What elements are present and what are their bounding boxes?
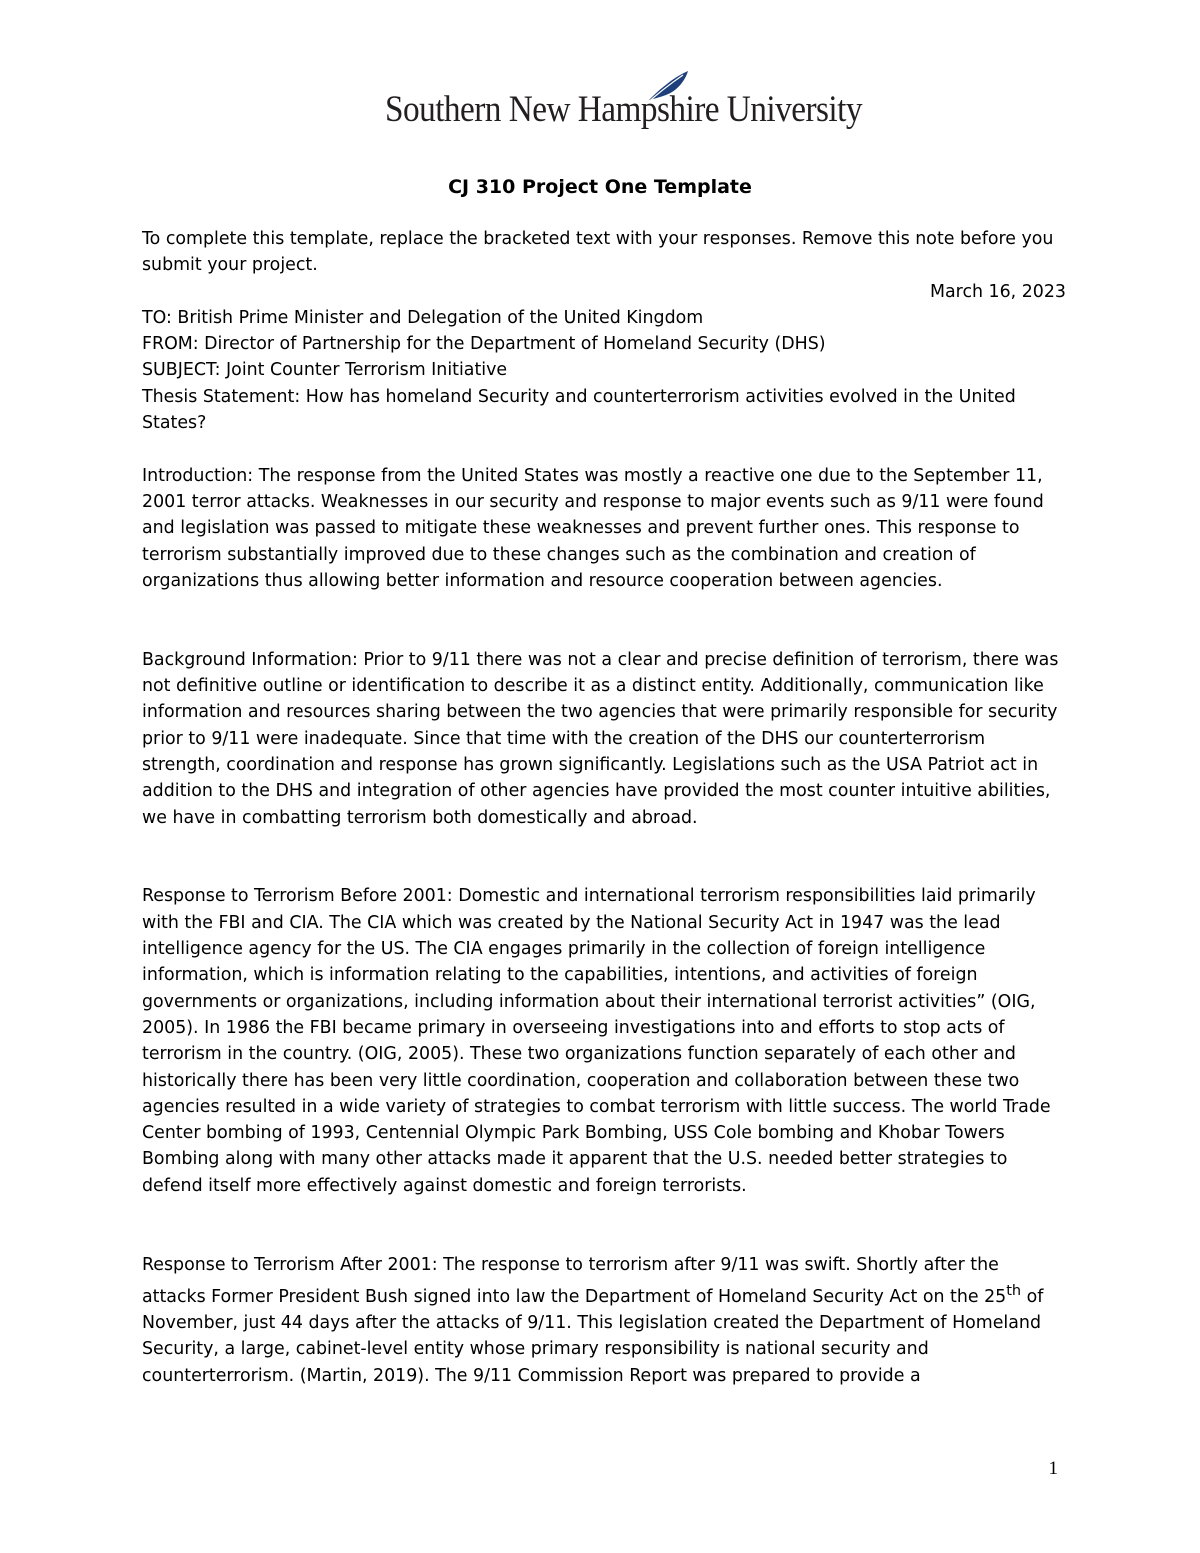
memo-subject: SUBJECT: Joint Counter Terrorism Initiative	[142, 360, 508, 381]
thesis-statement: Thesis Statement: How has homeland Security and counterterrorism activities evolved in the United States?	[142, 386, 1016, 434]
introduction-paragraph: Introduction: The response from the United States was mostly a reactive one due to the September 11, 2001 terror attacks. Weaknesses in our security and response to major events such as 9/11 were found and legislation was passed to mitigate these weaknesses and prevent further ones. This response to terrorism substantially improved due to these changes such as the combination and creation of organizations thus allowing better information and resource cooperation between agencies.	[142, 465, 1044, 591]
document-title: CJ 310 Project One Template	[448, 176, 752, 198]
template-note: To complete this template, replace the bracketed text with your responses. Remove this note before you submit your project.	[142, 229, 1054, 276]
before-2001-paragraph: Response to Terrorism Before 2001: Domestic and international terrorism responsibilities laid primarily with the FBI and CIA. The CIA which was created by the National Security Act in 1947 was the lead intelligence agency for the US. The CIA engages primarily in the collection of foreign intelligence information, which is information relating to the capabilities, intentions, and activities of foreign governments or organizations, including information about their international terrorist activities” (OIG, 2005). In 1986 the FBI became primary in overseeing investigations into and efforts to stop acts of terrorism in the country. (OIG, 2005). These two organizations function separately of each other and historically there has been very little coordination, cooperation and collaboration between these two agencies resulted in a wide variety of strategies to combat terrorism with little success. The world Trade Center bombing of 1993, Centennial Olympic Park Bombing, USS Cole bombing and Khobar Towers Bombing along with many other attacks made it apparent that the U.S. needed better strategies to defend itself more effectively against domestic and foreign terrorists.	[142, 886, 1051, 1196]
after-2001-text-start: Response to Terrorism After 2001: The response to terrorism after 9/11 was swift. Shortly after the attacks Former President Bush signed into law the Department of Homeland Security Act on the 25	[142, 1254, 1007, 1307]
background-paragraph: Background Information: Prior to 9/11 there was not a clear and precise definition of terrorism, there was not definitive outline or identification to describe it as a distinct entity. Additionally, communication like information and resources sharing between the two agencies that were primarily responsible for security prior to 9/11 were inadequate. Since that time with the creation of the DHS our counterterrorism strength, coordination and response has grown significantly. Legislations such as the USA Patriot act in addition to the DHS and integration of other agencies have provided the most counter intuitive abilities, we have in combatting terrorism both domestically and abroad.	[142, 649, 1059, 828]
after-2001-text-end: of November, just 44 days after the attacks of 9/11. This legislation created the Department of Homeland Security, a large, cabinet-level entity whose primary responsibility is national security and counterterrorism. (Martin, 2019). The 9/11 Commission Report was prepared to provide a	[142, 1286, 1044, 1386]
page-number: 1	[1048, 1458, 1058, 1479]
memo-from: FROM: Director of Partnership for the Department of Homeland Security (DHS)	[142, 334, 826, 355]
ordinal-suffix: th	[1006, 1282, 1022, 1299]
university-logo	[385, 70, 862, 140]
memo-to: TO: British Prime Minister and Delegation of the United Kingdom	[142, 307, 704, 328]
university-name: Southern New Hampshire University	[385, 89, 862, 130]
document-body	[142, 226, 1066, 1389]
memo-date: March 16, 2023	[930, 281, 1066, 302]
after-2001-paragraph	[142, 1252, 1066, 1389]
